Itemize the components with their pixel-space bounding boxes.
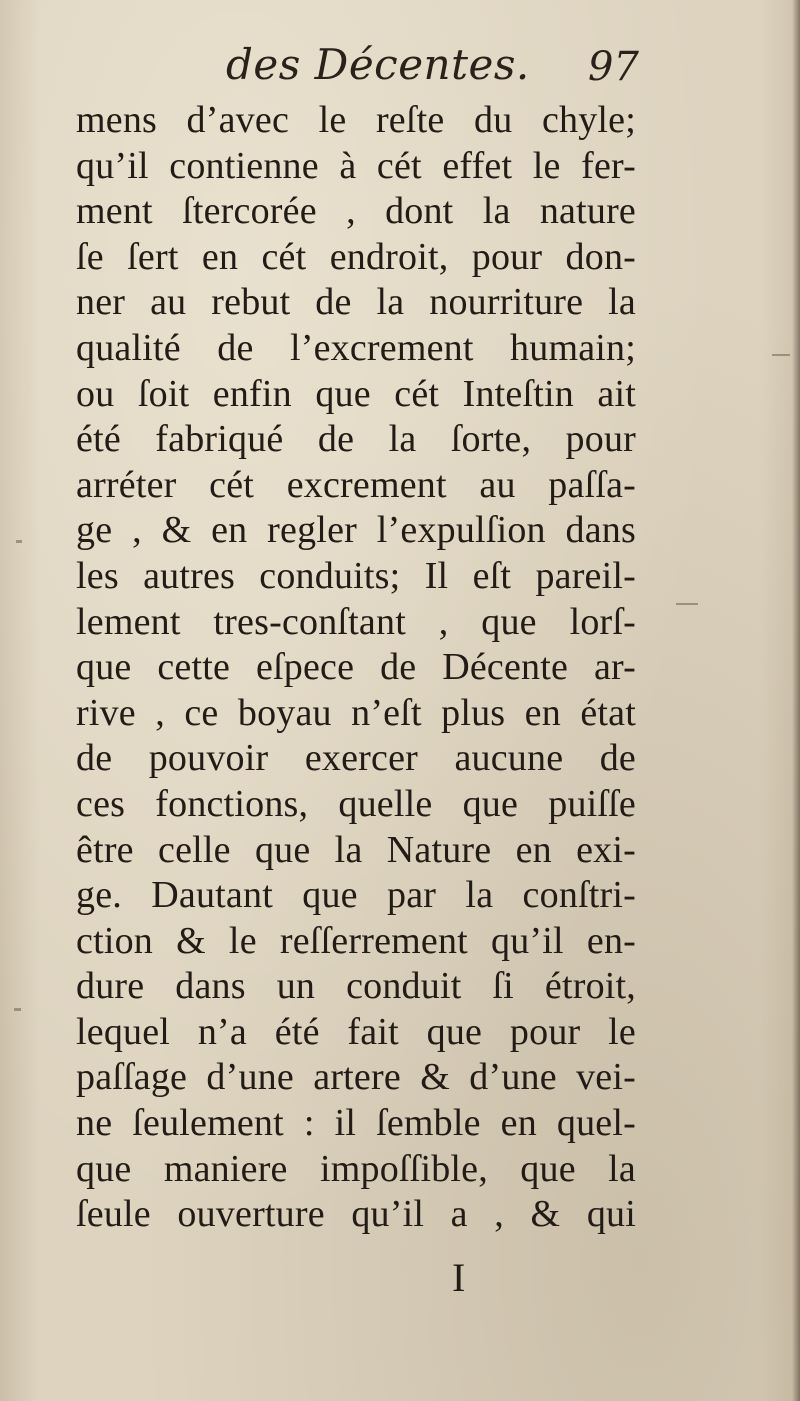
- margin-mark: [772, 354, 790, 356]
- margin-mark: [14, 1008, 21, 1011]
- text-line: ction & le reſſerrement qu’il en-: [76, 919, 636, 962]
- text-line: ner au rebut de la nourriture la: [76, 281, 636, 324]
- text-line: dure dans un conduit ſi étroit,: [76, 965, 636, 1008]
- text-line: que maniere impoſſible, que la: [76, 1147, 636, 1190]
- text-line: les autres conduits; Il eſt pareil-: [76, 554, 636, 597]
- text-line: qualité de l’excrement humain;: [76, 326, 636, 369]
- text-line: ou ſoit enfin que cét Inteſtin ait: [76, 372, 636, 415]
- margin-mark: [16, 540, 22, 543]
- text-line: que cette eſpece de Décente ar-: [76, 646, 636, 689]
- text-line: ment ſtercorée , dont la nature: [76, 190, 636, 233]
- text-line: mens d’avec le reſte du chyle;: [76, 99, 636, 141]
- text-line: arréter cét excrement au paſſa-: [76, 463, 636, 506]
- text-line: être celle que la Nature en exi-: [76, 828, 636, 871]
- text-line: ne ſeulement : il ſemble en quel-: [76, 1102, 636, 1145]
- text-line: rive , ce boyau n’eſt plus en état: [76, 691, 636, 734]
- page-edge-shadow: [792, 0, 800, 1401]
- text-line: ſeule ouverture qu’il a , & qui: [76, 1193, 636, 1236]
- text-line: de pouvoir exercer aucune de: [76, 737, 636, 780]
- text-line: paſſage d’une artere & d’une vei-: [76, 1056, 636, 1099]
- text-line: ces fonctions, quelle que puiſſe: [76, 782, 636, 825]
- text-line: lequel n’a été fait que pour le: [76, 1010, 636, 1053]
- text-line: qu’il contienne à cét effet le fer-: [76, 144, 636, 187]
- text-line: été fabriqué de la ſorte, pour: [76, 418, 636, 461]
- text-line: ge. Dautant que par la conſtri-: [76, 874, 636, 917]
- running-head-title: des Décentes.: [226, 40, 530, 89]
- signature-mark: I: [452, 1255, 466, 1300]
- margin-mark: [676, 603, 698, 605]
- text-line: ſe ſert en cét endroit, pour don-: [76, 235, 636, 278]
- body-text: [76, 98, 636, 1238]
- text-line: ge , & en regler l’expulſion dans: [76, 509, 636, 552]
- text-line: lement tres-conſtant , que lorſ-: [76, 600, 636, 643]
- page-number: 97: [588, 44, 639, 90]
- running-head: [0, 40, 800, 100]
